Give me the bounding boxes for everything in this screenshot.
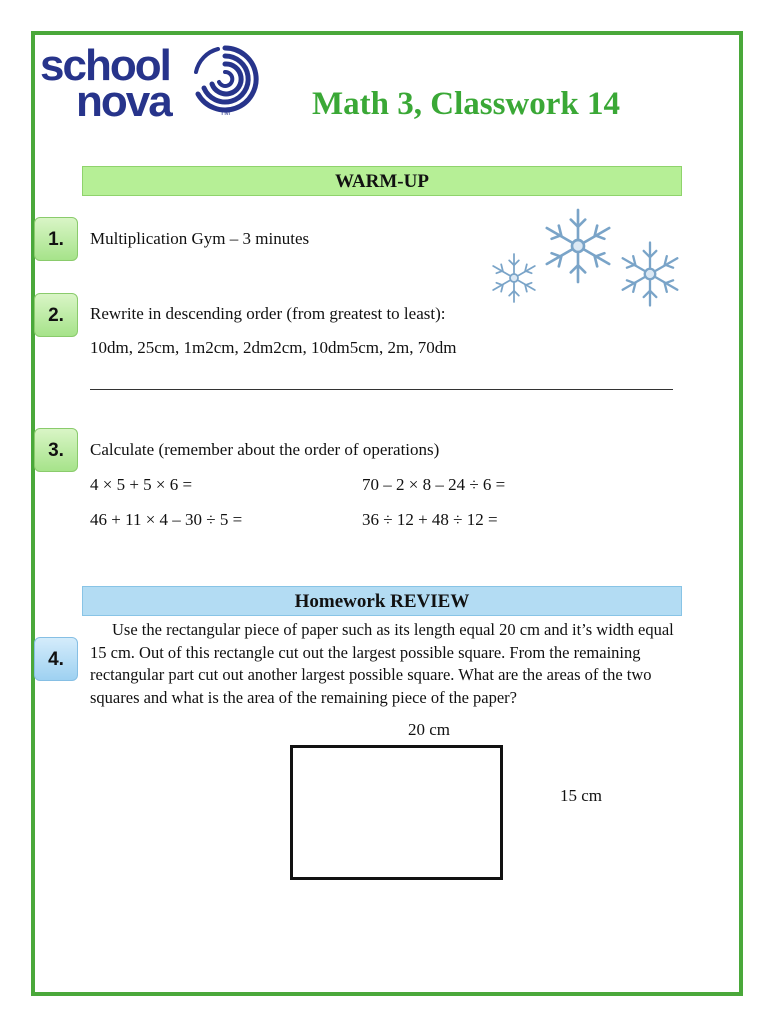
homework-review-banner: Homework REVIEW — [82, 586, 682, 616]
question-3-text: Calculate (remember about the order of operations) — [90, 440, 440, 459]
paper-rectangle — [290, 745, 503, 880]
question-2-badge: 2. — [34, 293, 78, 337]
school-nova-logo — [40, 41, 265, 126]
snowflake-icon — [488, 208, 688, 312]
rectangle-length-label: 20 cm — [408, 720, 451, 739]
logo-word-nova: nova — [76, 77, 171, 126]
page-title: Math 3, Classwork 14 — [312, 86, 621, 122]
answer-line — [90, 389, 673, 390]
question-2-values: 10dm, 25cm, 1m2cm, 2dm2cm, 10dm5cm, 2m, 70dm — [90, 338, 457, 357]
expression-3: 46 + 11 × 4 – 30 ÷ 5 = — [90, 510, 243, 529]
question-2-text: Rewrite in descending order (from greatest to least): — [90, 304, 446, 323]
question-4-paragraph: Use the rectangular piece of paper such as its length equal 20 cm and it’s width equal 15 cm. Out of this rectangle cut out the largest possible square. From the remaining rectangular part cut out another largest possible square. What are the areas of the two squares and what is the area of the remaining piece of the paper? — [90, 620, 674, 707]
expression-2: 70 – 2 × 8 – 24 ÷ 6 = — [362, 475, 506, 494]
logo-word-school: school — [40, 41, 170, 90]
question-3-badge: 3. — [34, 428, 78, 472]
logo-trademark: TM — [220, 110, 231, 117]
question-4-text — [90, 619, 690, 709]
warmup-banner: WARM-UP — [82, 166, 682, 196]
question-4-badge: 4. — [34, 637, 78, 681]
rectangle-width-label: 15 cm — [560, 786, 603, 805]
expression-4: 36 ÷ 12 + 48 ÷ 12 = — [362, 510, 498, 529]
swirl-logo-icon — [188, 42, 262, 116]
expression-1: 4 × 5 + 5 × 6 = — [90, 475, 193, 494]
question-1-text: Multiplication Gym – 3 minutes — [90, 229, 310, 248]
question-1-badge: 1. — [34, 217, 78, 261]
